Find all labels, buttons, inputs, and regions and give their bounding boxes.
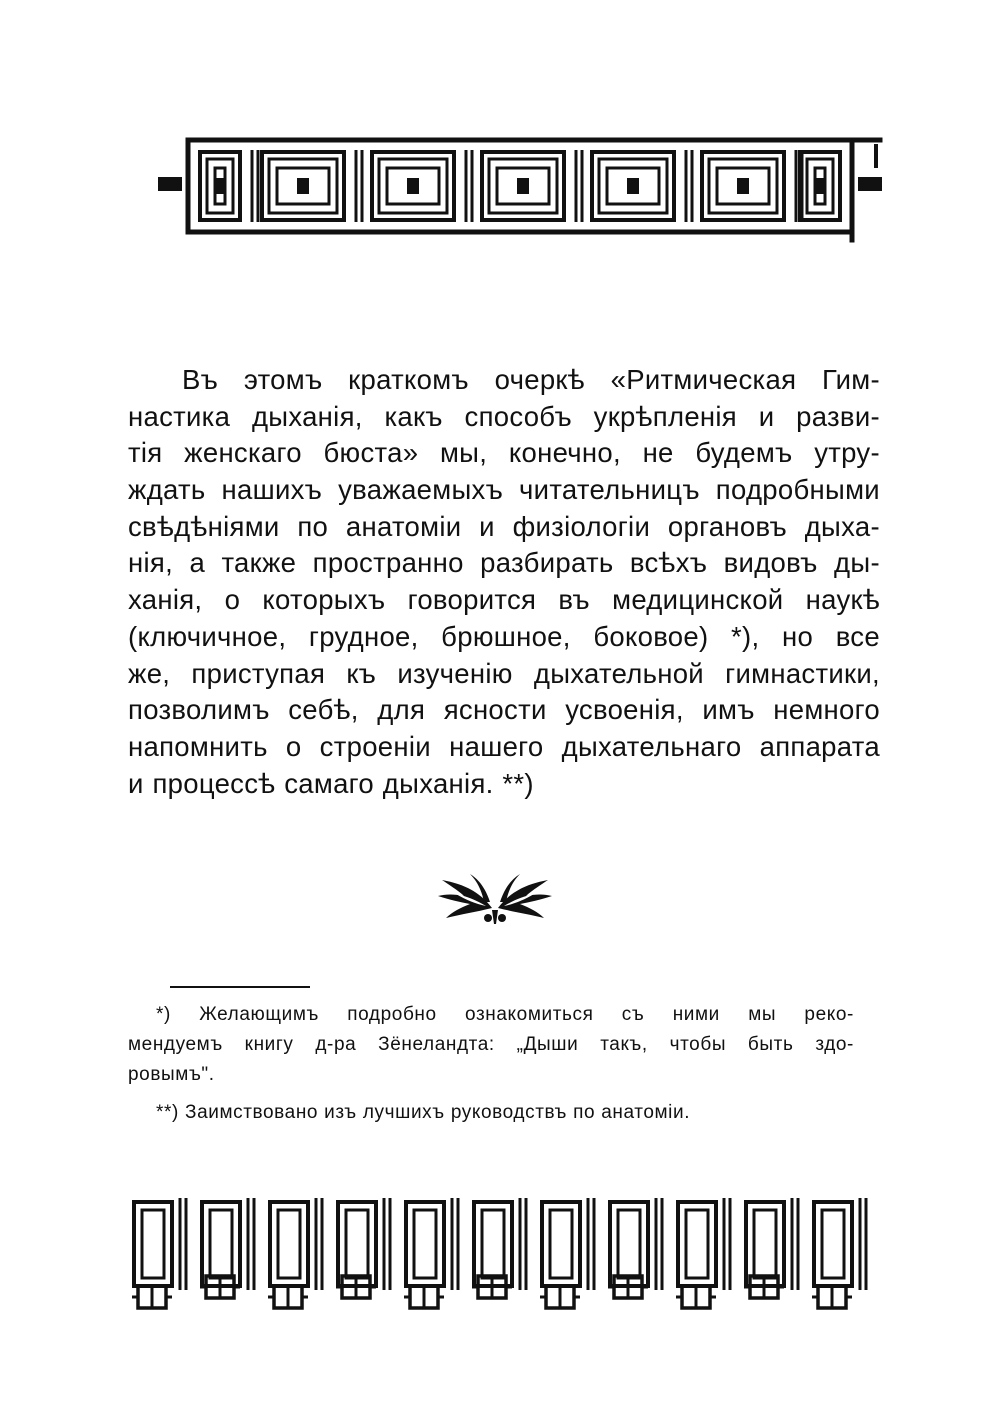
paragraph-line: же, приступая къ изученію дыхательной гимнастики, bbox=[128, 657, 880, 689]
paragraph-line: и процессѣ самаго дыханія. **) bbox=[128, 767, 534, 799]
footnote-line: **) Заимствовано изъ лучшихъ руководствъ по анатоміи. bbox=[156, 1102, 691, 1123]
main-paragraph bbox=[128, 362, 880, 802]
paragraph-line: ждать нашихъ уважаемыхъ читательницъ подробными bbox=[128, 474, 880, 506]
paragraph-line: настика дыханія, какъ способъ укрѣпленія и разви- bbox=[128, 400, 880, 432]
paragraph-line: тія женскаго бюста» мы, конечно, не будемъ утру- bbox=[128, 437, 880, 469]
bracket-frieze-border-icon bbox=[0, 1180, 1000, 1340]
greek-key-border-icon bbox=[0, 0, 1000, 260]
footnote-line: *) Желающимъ подробно ознакомиться съ ними мы реко- bbox=[156, 1004, 854, 1025]
paragraph-line: напомнить о строеніи нашего дыхательнаго аппарата bbox=[128, 730, 880, 762]
footnote-line: ровымъ". bbox=[128, 1064, 215, 1085]
footnote-rule bbox=[170, 986, 310, 988]
paragraph-line: (ключичное, грудное, брюшное, боковое) *), но все bbox=[128, 620, 880, 652]
leaf-fleuron-icon bbox=[436, 862, 554, 926]
paragraph-line: свѣдѣніями по анатоміи и физіологіи органовъ дыха- bbox=[128, 510, 880, 542]
footnote-line: мендуемъ книгу д-ра Зёнеландта: „Дыши такъ, чтобы быть здо- bbox=[128, 1034, 854, 1055]
paragraph-line: Въ этомъ краткомъ очеркѣ «Ритмическая Гим- bbox=[182, 364, 880, 395]
paragraph-line: нія, а также пространно разбирать всѣхъ видовъ ды- bbox=[128, 547, 880, 579]
paragraph-line: ханія, о которыхъ говорится въ медицинской наукѣ bbox=[128, 584, 880, 616]
paragraph-line: позволимъ себѣ, для ясности усвоенія, имъ немного bbox=[128, 694, 880, 726]
footnotes bbox=[128, 1000, 854, 1128]
